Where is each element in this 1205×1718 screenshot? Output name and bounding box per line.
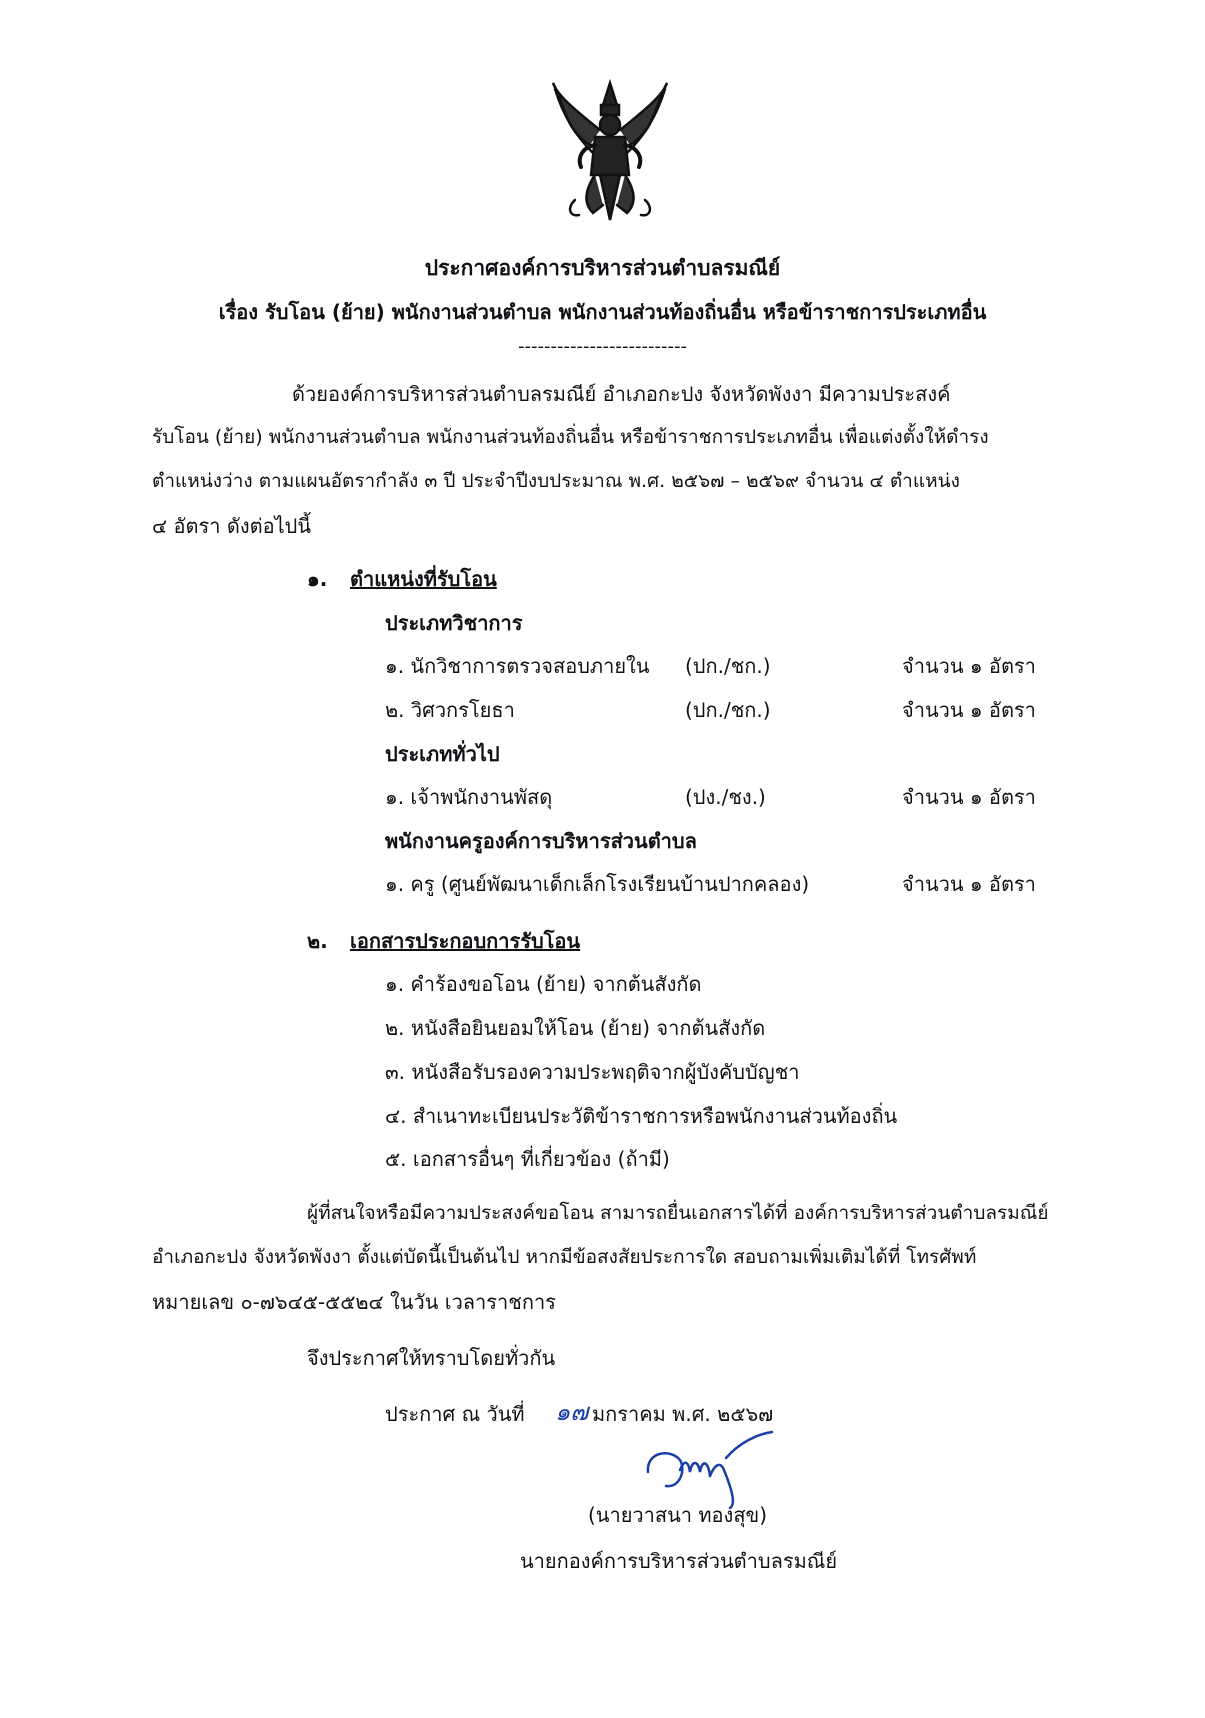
position-count: จำนวน ๑ อัตรา xyxy=(902,698,1036,722)
garuda-emblem-icon xyxy=(545,75,675,225)
position-item: ๑. ครู (ศูนย์พัฒนาเด็กเล็กโรงเรียนบ้านปากคลอง) xyxy=(385,872,810,896)
section-2-number: ๒. xyxy=(307,929,328,953)
position-level: (ปง./ชง.) xyxy=(685,785,766,809)
document-item: ๕. เอกสารอื่นๆ ที่เกี่ยวข้อง (ถ้ามี) xyxy=(385,1147,670,1171)
contact-line-1: ผู้ที่สนใจหรือมีความประสงค์ขอโอน สามารถยื่นเอกสารได้ที่ องค์การบริหารส่วนตำบลรมณีย์ xyxy=(307,1202,1049,1224)
position-item: ๑. นักวิชาการตรวจสอบภายใน xyxy=(385,654,650,678)
position-item: ๑. เจ้าพนักงานพัสดุ xyxy=(385,785,553,809)
position-count: จำนวน ๑ อัตรา xyxy=(902,654,1036,678)
intro-line-4: ๔ อัตรา ดังต่อไปนี้ xyxy=(152,514,312,538)
intro-line-2: รับโอน (ย้าย) พนักงานส่วนตำบล พนักงานส่วนท้องถิ่นอื่น หรือข้าราชการประเภทอื่น เพื่อแต่งตั้งให้ดำรง xyxy=(152,426,989,448)
section-1-number: ๑. xyxy=(307,567,328,591)
signer-name: (นายวาสนา ทองสุข) xyxy=(588,1503,767,1527)
section-1-heading: ตำแหน่งที่รับโอน xyxy=(350,567,497,591)
position-count: จำนวน ๑ อัตรา xyxy=(902,872,1036,896)
date-prefix: ประกาศ ณ วันที่ xyxy=(385,1402,525,1426)
title-divider: -------------------------- xyxy=(518,336,687,357)
position-level: (ปก./ชก.) xyxy=(685,698,771,722)
group-teacher: พนักงานครูองค์การบริหารส่วนตำบล xyxy=(385,829,697,853)
group-general: ประเภททั่วไป xyxy=(385,742,500,766)
date-day-handwritten: ๑๗ xyxy=(555,1398,589,1426)
document-item: ๑. คำร้องขอโอน (ย้าย) จากต้นสังกัด xyxy=(385,972,702,996)
signature-icon xyxy=(640,1430,780,1510)
announcement-subject: เรื่อง รับโอน (ย้าย) พนักงานส่วนตำบล พนักงานส่วนท้องถิ่นอื่น หรือข้าราชการประเภทอื่น xyxy=(218,300,987,324)
contact-line-3: หมายเลข ๐-๗๖๔๕-๕๕๒๔ ในวัน เวลาราชการ xyxy=(152,1290,556,1314)
intro-line-3: ตำแหน่งว่าง ตามแผนอัตรากำลัง ๓ ปี ประจำปีงบประมาณ พ.ศ. ๒๕๖๗ – ๒๕๖๙ จำนวน ๔ ตำแหน่ง xyxy=(152,470,960,492)
position-count: จำนวน ๑ อัตรา xyxy=(902,785,1036,809)
document-item: ๓. หนังสือรับรองความประพฤติจากผู้บังคับบัญชา xyxy=(385,1060,800,1084)
position-item: ๒. วิศวกรโยธา xyxy=(385,698,515,722)
signer-position: นายกองค์การบริหารส่วนตำบลรมณีย์ xyxy=(520,1549,838,1573)
contact-line-2: อำเภอกะปง จังหวัดพังงา ตั้งแต่บัดนี้เป็นต้นไป หากมีข้อสงสัยประการใด สอบถามเพิ่มเติมได้ที่ โทรศัพท์ xyxy=(152,1246,977,1268)
intro-line-1: ด้วยองค์การบริหารส่วนตำบลรมณีย์ อำเภอกะปง จังหวัดพังงา มีความประสงค์ xyxy=(292,382,951,406)
date-suffix: มกราคม พ.ศ. ๒๕๖๗ xyxy=(592,1402,774,1426)
group-academic: ประเภทวิชาการ xyxy=(385,611,523,635)
position-level: (ปก./ชก.) xyxy=(685,654,771,678)
document-item: ๔. สำเนาทะเบียนประวัติข้าราชการหรือพนักงานส่วนท้องถิ่น xyxy=(385,1104,898,1128)
document-item: ๒. หนังสือยินยอมให้โอน (ย้าย) จากต้นสังกัด xyxy=(385,1016,766,1040)
announcement-title: ประกาศองค์การบริหารส่วนตำบลรมณีย์ xyxy=(424,256,781,280)
section-2-heading: เอกสารประกอบการรับโอน xyxy=(350,929,581,953)
closing-statement: จึงประกาศให้ทราบโดยทั่วกัน xyxy=(307,1346,556,1370)
